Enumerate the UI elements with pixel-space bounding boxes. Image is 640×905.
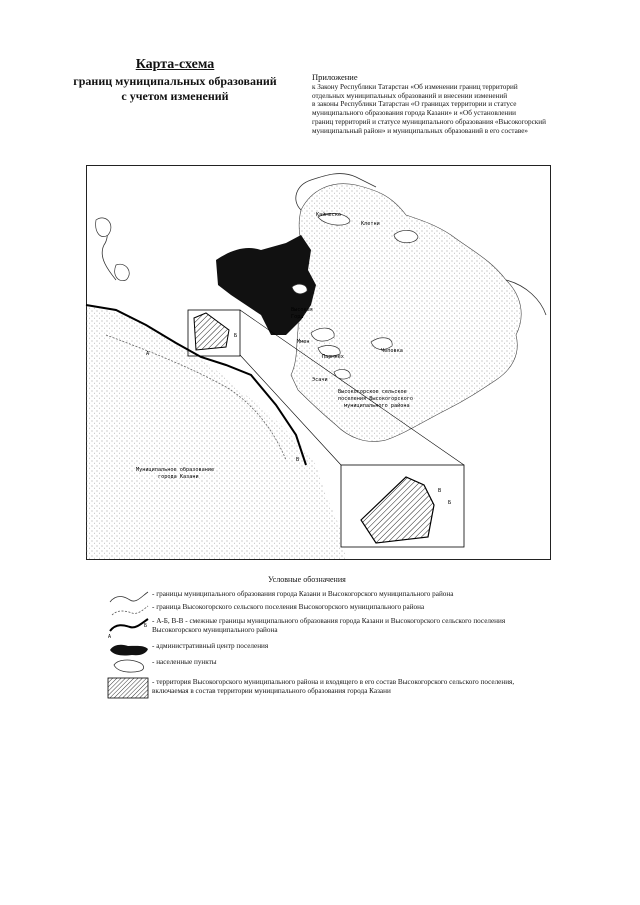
boundary-marker: Б [448, 500, 452, 506]
legend-text: - населенные пункты [152, 658, 217, 666]
legend-text: - границы муниципального образования города Казани и Высокогорского муниципального района [152, 590, 454, 598]
legend-marker: Б [144, 623, 148, 629]
map-frame [86, 165, 551, 560]
lakes-west [96, 218, 130, 281]
page-title: Карта-схема [135, 57, 215, 72]
place-label: Эсачи [312, 377, 328, 383]
boundary-marker: В [296, 457, 300, 463]
legend-text: - граница Высокогорского сельского поселения Высокогорского муниципального района [152, 603, 425, 611]
locality-swatch [106, 656, 150, 676]
legend-text: - А-Б, В-В - смежные границы муниципального образования города Казани и Высокогорского сельского поселения Высокогорского муниципального района [152, 617, 506, 634]
place-label: Пармнех [322, 354, 344, 360]
legend-item [106, 656, 536, 676]
title-line-3: с учетом изменений [121, 89, 229, 103]
boundary-marker: Б [234, 333, 238, 339]
map-canvas [86, 165, 551, 560]
boundary-marker: А [146, 351, 150, 357]
appendix-note [312, 72, 602, 135]
region-label: поселения Высокогорского [338, 396, 413, 402]
boundary-marker: В [438, 488, 442, 494]
appendix-line: муниципальный район» и муниципальных образований в его составе» [312, 126, 528, 135]
place-label: Чеповка [381, 348, 403, 354]
appendix-line: границ территорий и статусе муниципального образования «Высокогорский [312, 117, 546, 126]
title-line-2: границ муниципальных образований [73, 74, 277, 88]
legend-item [106, 615, 536, 640]
appendix-line: к Закону Республики Татарстан «Об изменении границ территорий [312, 83, 518, 91]
legend-text: - территория Высокогорского муниципального района и входящего в его состав Высокогорского сельского поселения, включаемая в состав территории муниципального образования города Казани [152, 678, 515, 695]
legend-title: Условные обозначения [268, 575, 346, 584]
appendix-line: в законы Республики Татарстан «О границах территории и статусе [312, 100, 517, 109]
place-label: Каймеско [316, 212, 341, 218]
inset-source-area [194, 313, 229, 350]
shared-boundary-swatch [106, 615, 150, 640]
legend-item [106, 676, 536, 700]
title-block [70, 56, 280, 104]
appendix-line: отдельных муниципальных образований и внесении изменений [312, 91, 508, 100]
region-label: города Казани [158, 474, 199, 480]
region-label: Высокогорское сельское [338, 389, 407, 395]
place-label: Ммен [297, 339, 310, 345]
place-label: Гора [291, 314, 304, 320]
place-label: Клетни [361, 221, 380, 227]
region-label: Муниципальное образование [136, 467, 215, 473]
legend-marker: А [108, 634, 112, 640]
transferred-area-swatch [106, 676, 150, 696]
legend-text: - административный центр поселения [152, 642, 269, 650]
region-label: муниципального района [344, 403, 410, 409]
appendix-line: муниципального образования города Казани» и «Об установлении [312, 109, 516, 118]
appendix-head: Приложение [312, 72, 358, 82]
place-label: Высокая [291, 307, 313, 313]
